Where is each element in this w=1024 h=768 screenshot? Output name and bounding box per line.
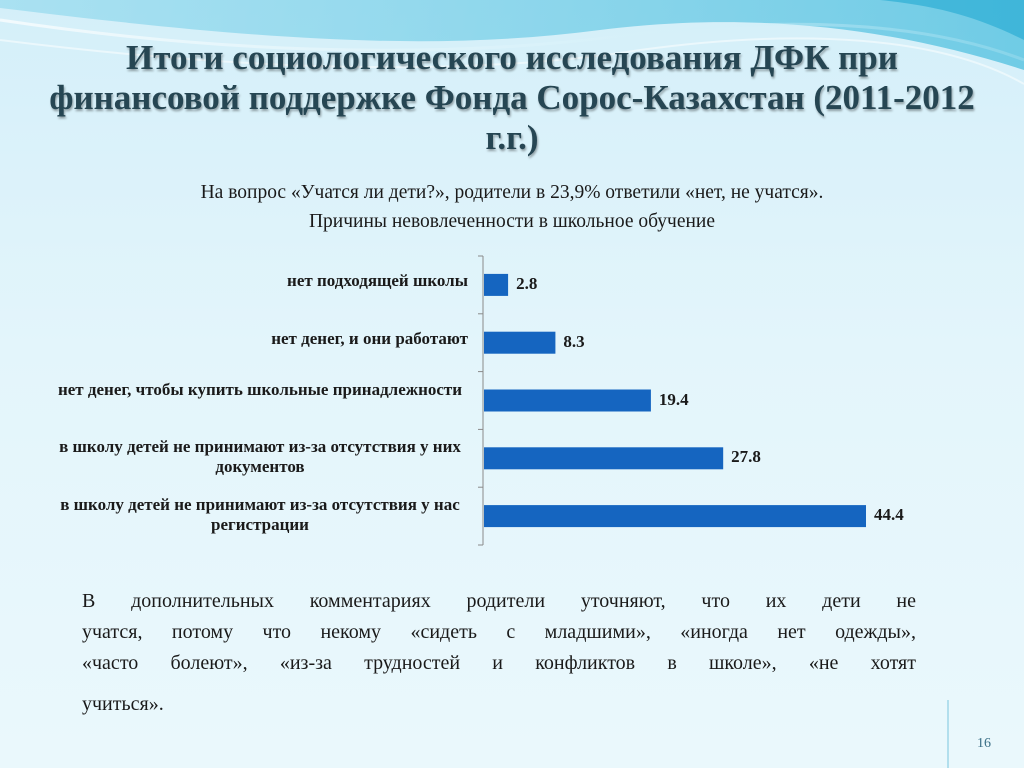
comment-line-2: учатся, потому что некому «сидеть с младшими», «иногда нет одежды», (82, 621, 916, 643)
page-number: 16 (977, 736, 991, 751)
bar (484, 390, 651, 412)
bar (484, 274, 508, 296)
comment-line-3: «часто болеют», «из-за трудностей и конфликтов в школе», «не хотят (82, 652, 916, 674)
data-label: 44.4 (874, 505, 904, 525)
bar (484, 332, 555, 354)
category-label: нет подходящей школы (287, 270, 468, 290)
comment-paragraph (82, 586, 916, 720)
subtitle-line-2: Причины невовлеченности в школьное обучение (308, 211, 716, 232)
page-title: Итоги социологического исследования ДФК при финансовой поддержке Фонда Сорос-Казахстан (2011-2012 г.г.) (49, 38, 975, 157)
category-label: нет денег, чтобы купить школьные принадлежности (57, 379, 463, 399)
data-label: 8.3 (563, 331, 585, 351)
comment-line-1: В дополнительных комментариях родители уточняют, что их дети не (82, 590, 916, 612)
category-label: нет денег, и они работают (271, 328, 468, 348)
bar (484, 505, 866, 527)
data-label: 19.4 (658, 389, 689, 409)
category-label: в школу детей не принимают из-за отсутствия у них документов (59, 437, 461, 477)
data-label: 2.8 (516, 273, 538, 293)
bar (484, 447, 723, 469)
subtitle-line-1: На вопрос «Учатся ли дети?», родители в 23,9% ответили «нет, не учатся». (200, 182, 824, 203)
category-label: в школу детей не принимают из-за отсутствия у нас регистрации (60, 495, 460, 535)
data-label: 27.8 (731, 447, 761, 467)
comment-line-4: учиться». (82, 693, 164, 715)
